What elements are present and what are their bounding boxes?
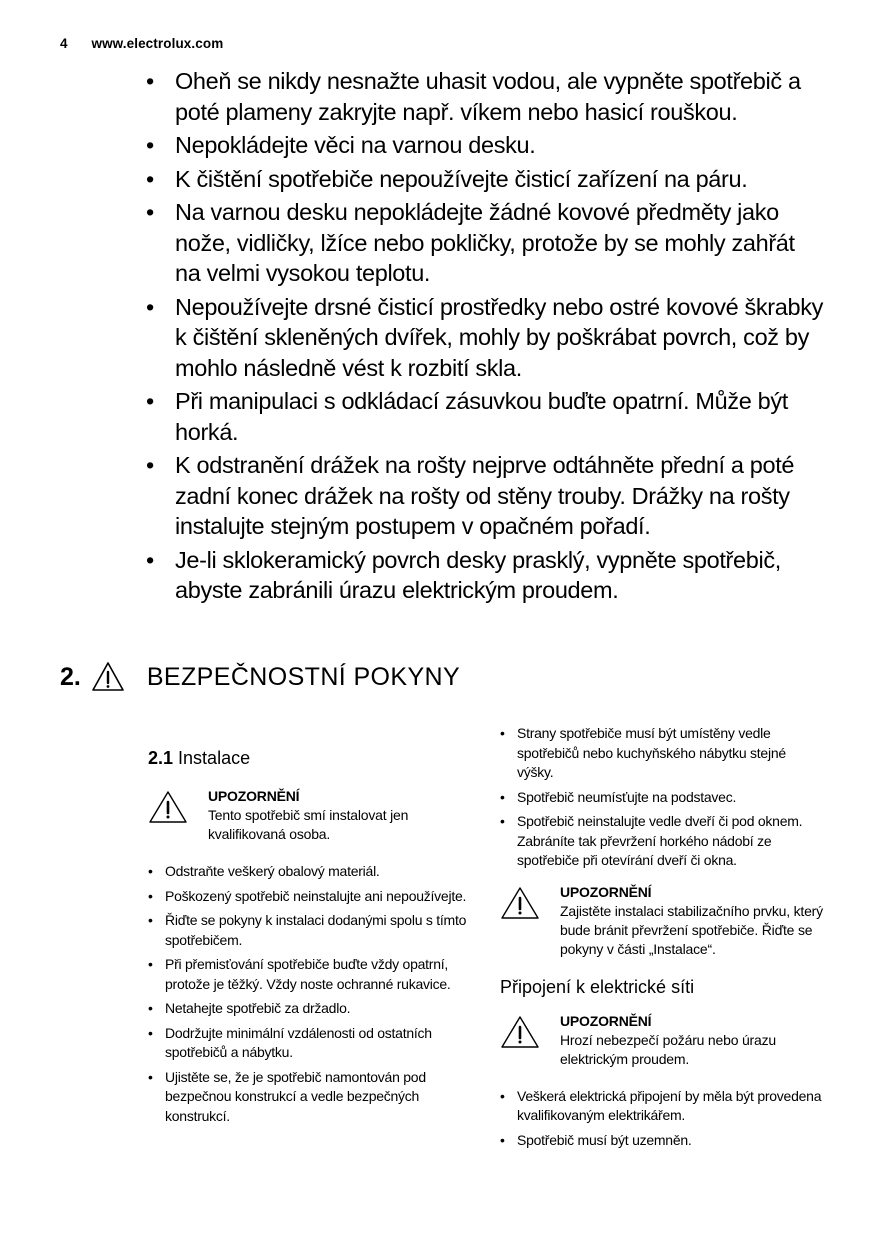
electrical-subheading: Připojení k elektrické síti (500, 976, 695, 997)
warning-title: UPOZORNĚNÍ (560, 883, 652, 900)
warning-text: Hrozí nebezpečí požáru nebo úrazu elektrickým proudem. (560, 1031, 776, 1067)
page-number: 4 (60, 36, 68, 51)
list-item: • K odstranění drážek na rošty nejprve odtáhněte přední a poté zadní konec drážek na rošty od stěny trouby. Drážky na rošty instalujte stejným postupem v opačném pořadí. (146, 450, 826, 542)
subsection-title: Instalace (178, 748, 251, 768)
list-item: • Spotřebič musí být uzemněn. (500, 1131, 825, 1151)
section-heading (60, 661, 460, 693)
site-url[interactable]: www.electrolux.com (91, 36, 224, 51)
section-number: 2. (60, 662, 81, 691)
list-item: • Při přemisťování spotřebiče buďte vždy opatrní, protože je těžký. Vždy noste ochranné rukavice. (148, 955, 473, 994)
page-header (60, 36, 223, 51)
subsection-heading (148, 748, 473, 769)
list-item: • Ujistěte se, že je spotřebič namontován pod bezpečnou konstrukcí a vedle bezpečných konstrukcí. (148, 1068, 473, 1127)
installation-list (148, 862, 473, 1126)
warning-box (500, 1012, 825, 1069)
warning-title: UPOZORNĚNÍ (208, 788, 300, 804)
list-item: • Poškozený spotřebič neinstalujte ani nepoužívejte. (148, 887, 473, 907)
warning-icon (148, 790, 188, 824)
list-item: • Oheň se nikdy nesnažte uhasit vodou, ale vypněte spotřebič a poté plameny zakryjte např. víkem nebo hasicí rouškou. (146, 66, 826, 127)
list-item: • Spotřebič neinstalujte vedle dveří či pod oknem. Zabráníte tak převržení horkého nádobí ze spotřebiče při otevírání dveří či okna. (500, 812, 825, 871)
list-item: • Veškerá elektrická připojení by měla být provedena kvalifikovaným elektrikářem. (500, 1087, 825, 1126)
installation-list-continued (500, 724, 825, 871)
warning-text: Zajistěte instalaci stabilizačního prvku, který bude bránit převržení spotřebiče. Řiďte se pokyny v části „Instalace“. (560, 902, 823, 957)
list-item: • Strany spotřebiče musí být umístěny vedle spotřebičů nebo kuchyňského nábytku stejné výšky. (500, 724, 825, 783)
list-item: • Spotřebič neumísťujte na podstavec. (500, 788, 825, 808)
subsection-number: 2.1 (148, 748, 174, 768)
electrical-list (500, 1087, 825, 1151)
list-item: • Při manipulaci s odkládací zásuvkou buďte opatrní. Může být horká. (146, 386, 826, 447)
section-title: BEZPEČNOSTNÍ POKYNY (146, 662, 461, 691)
warning-triangle-icon (91, 661, 125, 693)
warning-icon (500, 886, 540, 920)
list-item: • K čištění spotřebiče nepoužívejte čisticí zařízení na páru. (146, 164, 826, 195)
warning-title: UPOZORNĚNÍ (560, 1012, 652, 1029)
right-column (500, 724, 825, 1155)
list-item: • Nepoužívejte drsné čisticí prostředky nebo ostré kovové škrabky k čištění skleněných dvířek, mohly by poškrábat povrch, což by mohlo následně vést k rozbití skla. (146, 292, 826, 384)
list-item: • Řiďte se pokyny k instalaci dodanými spolu s tímto spotřebičem. (148, 911, 473, 950)
warning-box (148, 787, 473, 844)
left-column (148, 748, 473, 1131)
top-safety-list (146, 66, 826, 609)
warning-text: Tento spotřebič smí instalovat jen kvalifikovaná osoba. (208, 807, 409, 842)
list-item: • Netahejte spotřebič za držadlo. (148, 999, 473, 1019)
warning-icon (500, 1015, 540, 1049)
list-item: • Nepokládejte věci na varnou desku. (146, 130, 826, 161)
list-item: • Je-li sklokeramický povrch desky prasklý, vypněte spotřebič, abyste zabránili úrazu elektrickým proudem. (146, 545, 826, 606)
warning-box (500, 883, 825, 959)
list-item: • Na varnou desku nepokládejte žádné kovové předměty jako nože, vidličky, lžíce nebo pokličky, protože by se mohly zahřát na velmi vysokou teplotu. (146, 197, 826, 289)
list-item: • Odstraňte veškerý obalový materiál. (148, 862, 473, 882)
list-item: • Dodržujte minimální vzdálenosti od ostatních spotřebičů a nábytku. (148, 1024, 473, 1063)
